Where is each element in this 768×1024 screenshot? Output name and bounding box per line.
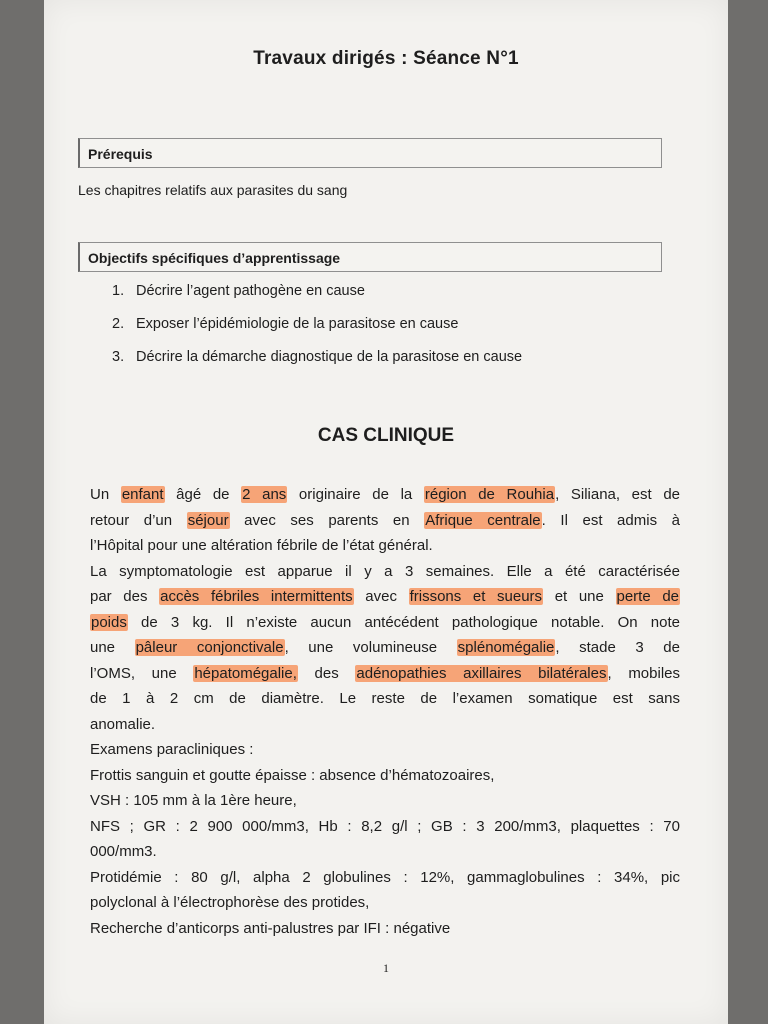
objectif-item [112,316,458,332]
objectif-item [112,283,365,299]
text-line: Frottis sanguin et goutte épaisse : absence d’hématozoaires, [90,766,495,784]
prerequis-heading-box [78,138,662,168]
objectif-item [112,349,522,365]
text-line: VSH : 105 mm à la 1ère heure, [90,792,297,809]
text-line: l’Hôpital pour une altération fébrile de l’état général. [90,537,433,554]
objectif-number: 1. [112,283,125,299]
highlight: splénomégalie [457,639,555,656]
text-line: Un enfant âgé de 2 ans originaire de la région de Rouhia, Siliana, est de [90,486,681,503]
highlight: région de Rouhia [424,486,555,503]
text-line: retour d’un séjour avec ses parents en Afrique centrale. Il est admis à [90,511,680,529]
highlight: accès fébriles intermittents [160,588,353,605]
text-line: 000/mm3. [90,843,157,860]
text-line: polyclonal à l’électrophorèse des protides, [90,894,370,911]
text-line: anomalie. [90,715,156,733]
objectifs-heading-box [78,242,662,272]
highlight: séjour [187,511,229,529]
document-page [44,0,728,1024]
text-line: NFS ; GR : 2 900 000/mm3, Hb : 8,2 g/l ; GB : 3 200/mm3, plaquettes : 70 [90,817,680,835]
highlight: poids [91,613,127,631]
text-line: de 1 à 2 cm de diamètre. Le reste de l’examen somatique est sans [90,690,680,707]
highlight: hépatomégalie, [194,664,297,682]
objectif-text: Décrire l’agent pathogène en cause [136,283,365,299]
objectif-text: Décrire la démarche diagnostique de la parasitose en cause [136,349,523,365]
objectif-number: 2. [112,316,125,332]
highlight: perte de [616,588,680,605]
text-line: La symptomatologie est apparue il y a 3 semaines. Elle a été caractérisée [90,562,680,580]
prerequis-heading: Prérequis [88,146,153,162]
highlight: adénopathies axillaires bilatérales [356,664,607,682]
section-heading: CAS CLINIQUE [317,425,455,446]
text-line: l’OMS, une hépatomégalie, des adénopathies axillaires bilatérales, mobiles [90,664,680,682]
text-line: une pâleur conjonctivale, une volumineuse splénomégalie, stade 3 de [90,639,680,656]
highlight: frissons et sueurs [409,588,543,605]
text-line: poids de 3 kg. Il n’existe aucun antécédent pathologique notable. On note [91,613,680,631]
case-paragraph [90,482,680,941]
objectif-number: 3. [112,349,125,365]
highlight: Afrique centrale [425,511,541,529]
text-line: par des accès fébriles intermittents avec frissons et sueurs et une perte de [90,588,680,605]
text-line: Protidémie : 80 g/l, alpha 2 globulines : 12%, gammaglobulines : 34%, pic [90,868,680,886]
text-line: Examens paracliniques : [90,741,254,758]
objectif-text: Exposer l’épidémiologie de la parasitose en cause [136,316,459,332]
highlight: pâleur conjonctivale [135,639,284,656]
highlight: enfant [121,486,164,503]
objectifs-heading: Objectifs spécifiques d’apprentissage [88,250,341,266]
page-number: 1 [383,961,389,975]
text-line: Recherche d’anticorps anti-palustres par IFI : négative [90,919,451,937]
prerequis-text: Les chapitres relatifs aux parasites du sang [78,182,348,198]
highlight: 2 ans [242,486,287,503]
document-title: Travaux dirigés : Séance N°1 [253,48,519,69]
